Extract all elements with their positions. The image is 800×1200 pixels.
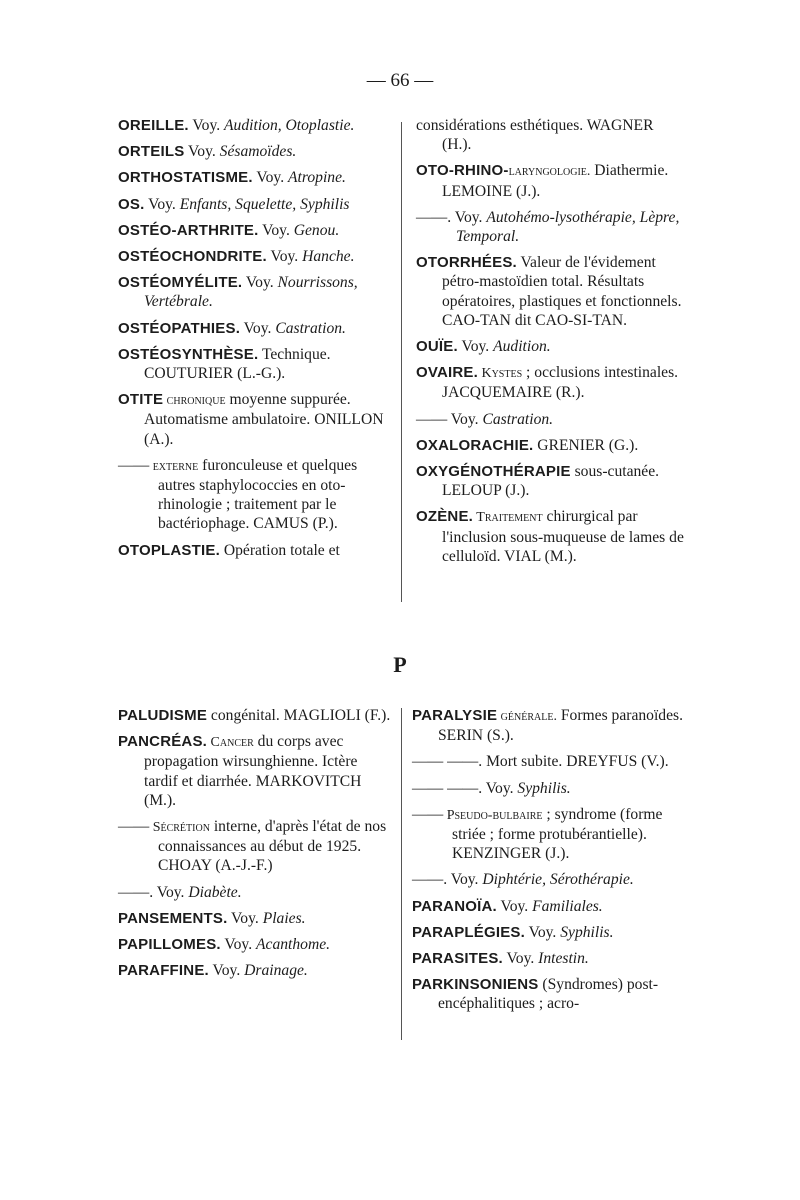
entry-text: (Syndromes) post-encéphalitiques ; acro- — [438, 976, 659, 1013]
entry-headword: PARAPLÉGIES. — [412, 923, 525, 941]
entry-subheading: chronique — [163, 393, 226, 409]
entry-text: du corps avec propagation wirsunghienne. Ictère tardif et diarrhée. MARKOVITCH (M.). — [144, 733, 362, 809]
index-entry — [412, 805, 686, 864]
entry-dash: —— — [412, 805, 444, 823]
entry-headword: PARALYSIE — [412, 707, 498, 724]
index-entry — [118, 116, 386, 135]
entry-headword: PARKINSONIENS — [412, 976, 539, 994]
entry-headword: PALUDISME — [118, 707, 208, 724]
entry-headword: ORTEILS — [118, 143, 185, 161]
index-entry — [118, 541, 386, 560]
index-entry — [412, 897, 686, 916]
entry-text: Voy. — [482, 779, 518, 797]
entry-text: Voy. — [451, 208, 487, 226]
index-entry — [118, 935, 394, 954]
entry-headword: PANCRÉAS. — [118, 733, 208, 751]
index-entry — [416, 208, 684, 246]
entry-headword: PARAFFINE. — [118, 962, 209, 980]
entry-text: Voy. — [447, 871, 483, 889]
index-entry — [118, 142, 386, 161]
entry-text: chirurgical par l'inclusion sous-muqueuse de lames de celluloïd. VIAL (M.). — [442, 508, 684, 565]
entry-reference: Diabète. — [188, 883, 242, 901]
entry-text: congénital. MAGLIOLI (F.). — [207, 707, 391, 724]
index-entry — [118, 319, 386, 338]
index-entry — [118, 273, 386, 311]
entry-text: Voy. — [227, 909, 263, 927]
entry-reference: Intestin. — [538, 950, 589, 968]
entry-reference: Audition. — [493, 338, 551, 356]
index-entry — [412, 706, 686, 745]
column-divider-bottom — [401, 708, 402, 1040]
entry-text: Voy. — [496, 897, 533, 915]
entry-text: Voy. — [240, 319, 276, 337]
index-entry — [412, 752, 686, 771]
index-entry — [416, 337, 684, 356]
entry-headword: OVAIRE. — [416, 364, 478, 382]
entry-text: Formes paranoïdes. SERIN (S.). — [438, 707, 683, 745]
index-entry — [416, 161, 684, 200]
entry-subheading: laryngologie. — [508, 164, 591, 180]
entry-headword: ORTHOSTATISME. — [118, 169, 253, 187]
index-entry — [416, 436, 684, 455]
entry-text: ; occlusions intestinales. JACQUEMAIRE (R.). — [442, 364, 679, 402]
entry-headword: OSTÉOSYNTHÈSE. — [118, 345, 259, 363]
entry-headword: OZÈNE. — [416, 508, 474, 526]
index-entry — [118, 247, 386, 266]
entry-text: Voy. — [220, 936, 257, 954]
index-entry — [118, 732, 394, 810]
entry-headword: PARASITES. — [412, 950, 503, 968]
index-entry — [118, 168, 386, 187]
index-entry — [412, 949, 686, 968]
index-entry — [118, 390, 386, 449]
index-column-top-left — [118, 116, 386, 567]
index-entry — [118, 883, 394, 902]
entry-text: ; syndrome (forme striée ; forme protubérantielle). KENZINGER (J.). — [452, 805, 663, 863]
entry-reference: Castration. — [275, 319, 346, 337]
entry-text: Voy. — [266, 248, 303, 266]
index-entry — [416, 462, 684, 500]
entry-reference: Syphilis. — [517, 779, 571, 797]
entry-headword: PANSEMENTS. — [118, 909, 228, 927]
index-entry — [118, 195, 386, 214]
entry-headword: OXYGÉNOTHÉRAPIE — [416, 463, 571, 481]
entry-reference: Syphilis. — [560, 923, 614, 941]
column-divider-top — [401, 122, 402, 602]
entry-subheading: Sécrétion — [149, 820, 210, 836]
entry-dash: —— ——. — [412, 753, 483, 771]
index-entry — [416, 507, 684, 566]
entry-subheading: externe — [149, 458, 199, 474]
entry-reference: Sésamoïdes. — [219, 143, 297, 161]
section-letter: P — [393, 652, 407, 677]
entry-reference: Hanche. — [302, 248, 355, 266]
entry-text: Voy. — [188, 117, 225, 134]
index-entry — [416, 253, 684, 330]
entry-text: Opération totale et — [219, 541, 340, 559]
entry-dash: ——. — [118, 883, 154, 901]
entry-reference: Atropine. — [288, 169, 346, 187]
index-entry — [118, 221, 386, 240]
entry-dash: —— ——. — [412, 779, 483, 797]
entry-text: Voy. — [457, 338, 494, 356]
index-column-top-right — [416, 116, 684, 573]
entry-reference: Nourrissons, Vertébrale. — [144, 274, 358, 311]
entry-headword: OTO-RHINO- — [416, 162, 509, 180]
entry-text: Valeur de l'évidement pétro-mastoïdien total. Résultats opératoires, plastiques et fonctionnels. CAO-TAN dit CAO-SI-TAN. — [442, 254, 682, 329]
index-entry — [412, 779, 686, 798]
entry-subheading: Pseudo-bulbaire — [443, 807, 543, 823]
index-entry — [416, 116, 684, 154]
index-entry — [412, 975, 686, 1013]
entry-subheading: Traitement — [473, 510, 543, 526]
entry-headword: OTOPLASTIE. — [118, 541, 220, 559]
index-entry — [118, 961, 394, 980]
entry-text: furonculeuse et quelques autres staphylococcies en oto-rhinologie ; traitement par le bactériophage. CAMUS (P.). — [158, 456, 358, 533]
entry-reference: Familiales. — [532, 897, 603, 915]
entry-dash: —— — [118, 818, 150, 836]
entry-text: Voy. — [208, 962, 245, 980]
entry-text: Voy. — [252, 169, 288, 187]
entry-headword: OTITE — [118, 391, 164, 409]
entry-text: sous-cutanée. LELOUP (J.). — [442, 463, 660, 500]
entry-dash: —— — [416, 410, 448, 428]
entry-dash: ——. — [416, 208, 452, 226]
index-entry — [118, 909, 394, 928]
entry-reference: Audition, Otoplastie. — [224, 117, 355, 134]
index-entry — [416, 363, 684, 402]
index-entry — [118, 706, 394, 725]
index-column-bottom-left — [118, 706, 394, 987]
entry-headword: OSTÉO-ARTHRITE. — [118, 221, 259, 239]
index-entry — [118, 456, 386, 534]
entry-text: Diathermie. LEMOINE (J.). — [442, 162, 669, 200]
entry-headword: OS. — [118, 195, 145, 213]
entry-headword: OSTÉOCHONDRITE. — [118, 248, 267, 266]
entry-headword: OXALORACHIE. — [416, 436, 534, 454]
entry-text: Voy. — [447, 410, 483, 428]
index-column-bottom-right — [412, 706, 686, 1021]
entry-reference: Plaies. — [262, 909, 306, 927]
entry-headword: OSTÉOPATHIES. — [118, 319, 241, 337]
entry-text: Voy. — [184, 143, 220, 161]
entry-continuation: considérations esthétiques. WAGNER (H.). — [416, 117, 654, 154]
entry-text: Voy. — [502, 950, 539, 968]
entry-subheading: générale. — [497, 709, 557, 724]
entry-text: interne, d'après l'état de nos connaissances au début de 1925. CHOAY (A.-J.-F.) — [158, 818, 387, 875]
entry-text: GRENIER (G.). — [533, 436, 639, 454]
entry-text: Technique. COUTURIER (L.-G.). — [144, 345, 331, 383]
entry-dash: ——. — [412, 871, 448, 889]
entry-subheading: Cancer — [207, 735, 254, 751]
entry-text: Voy. — [242, 274, 278, 292]
entry-headword: OUÏE. — [416, 338, 458, 356]
entry-reference: Castration. — [482, 410, 554, 428]
index-entry — [412, 923, 686, 942]
entry-text: Voy. — [153, 883, 189, 901]
entry-text: Voy. — [144, 195, 180, 213]
entry-headword: OREILLE. — [118, 117, 189, 134]
entry-text: Voy. — [524, 923, 561, 941]
entry-reference: Enfants, Squelette, Syphilis — [179, 195, 350, 213]
entry-headword: OTORRHÉES. — [416, 254, 517, 272]
entry-headword: OSTÉOMYÉLITE. — [118, 274, 243, 292]
entry-text: Voy. — [258, 221, 294, 239]
entry-reference: Acanthome. — [256, 936, 331, 954]
entry-headword: PAPILLOMES. — [118, 936, 221, 954]
entry-text: moyenne suppurée. Automatisme ambulatoire. ONILLON (A.). — [144, 391, 384, 448]
entry-dash: —— — [118, 456, 150, 474]
entry-reference: Drainage. — [244, 962, 308, 980]
entry-reference: Genou. — [293, 221, 340, 239]
page-number: — 66 — — [366, 70, 434, 91]
entry-headword: PARANOÏA. — [412, 897, 497, 915]
index-entry — [416, 410, 684, 429]
index-entry — [412, 870, 686, 889]
entry-reference: Autohémo-lysothérapie, Lèpre, Temporal. — [456, 208, 680, 246]
index-entry — [118, 345, 386, 383]
index-entry — [118, 817, 394, 876]
entry-subheading: Kystes — [477, 366, 523, 382]
entry-text: Mort subite. DREYFUS (V.). — [482, 753, 669, 771]
entry-reference: Diphtérie, Sérothérapie. — [482, 871, 634, 889]
